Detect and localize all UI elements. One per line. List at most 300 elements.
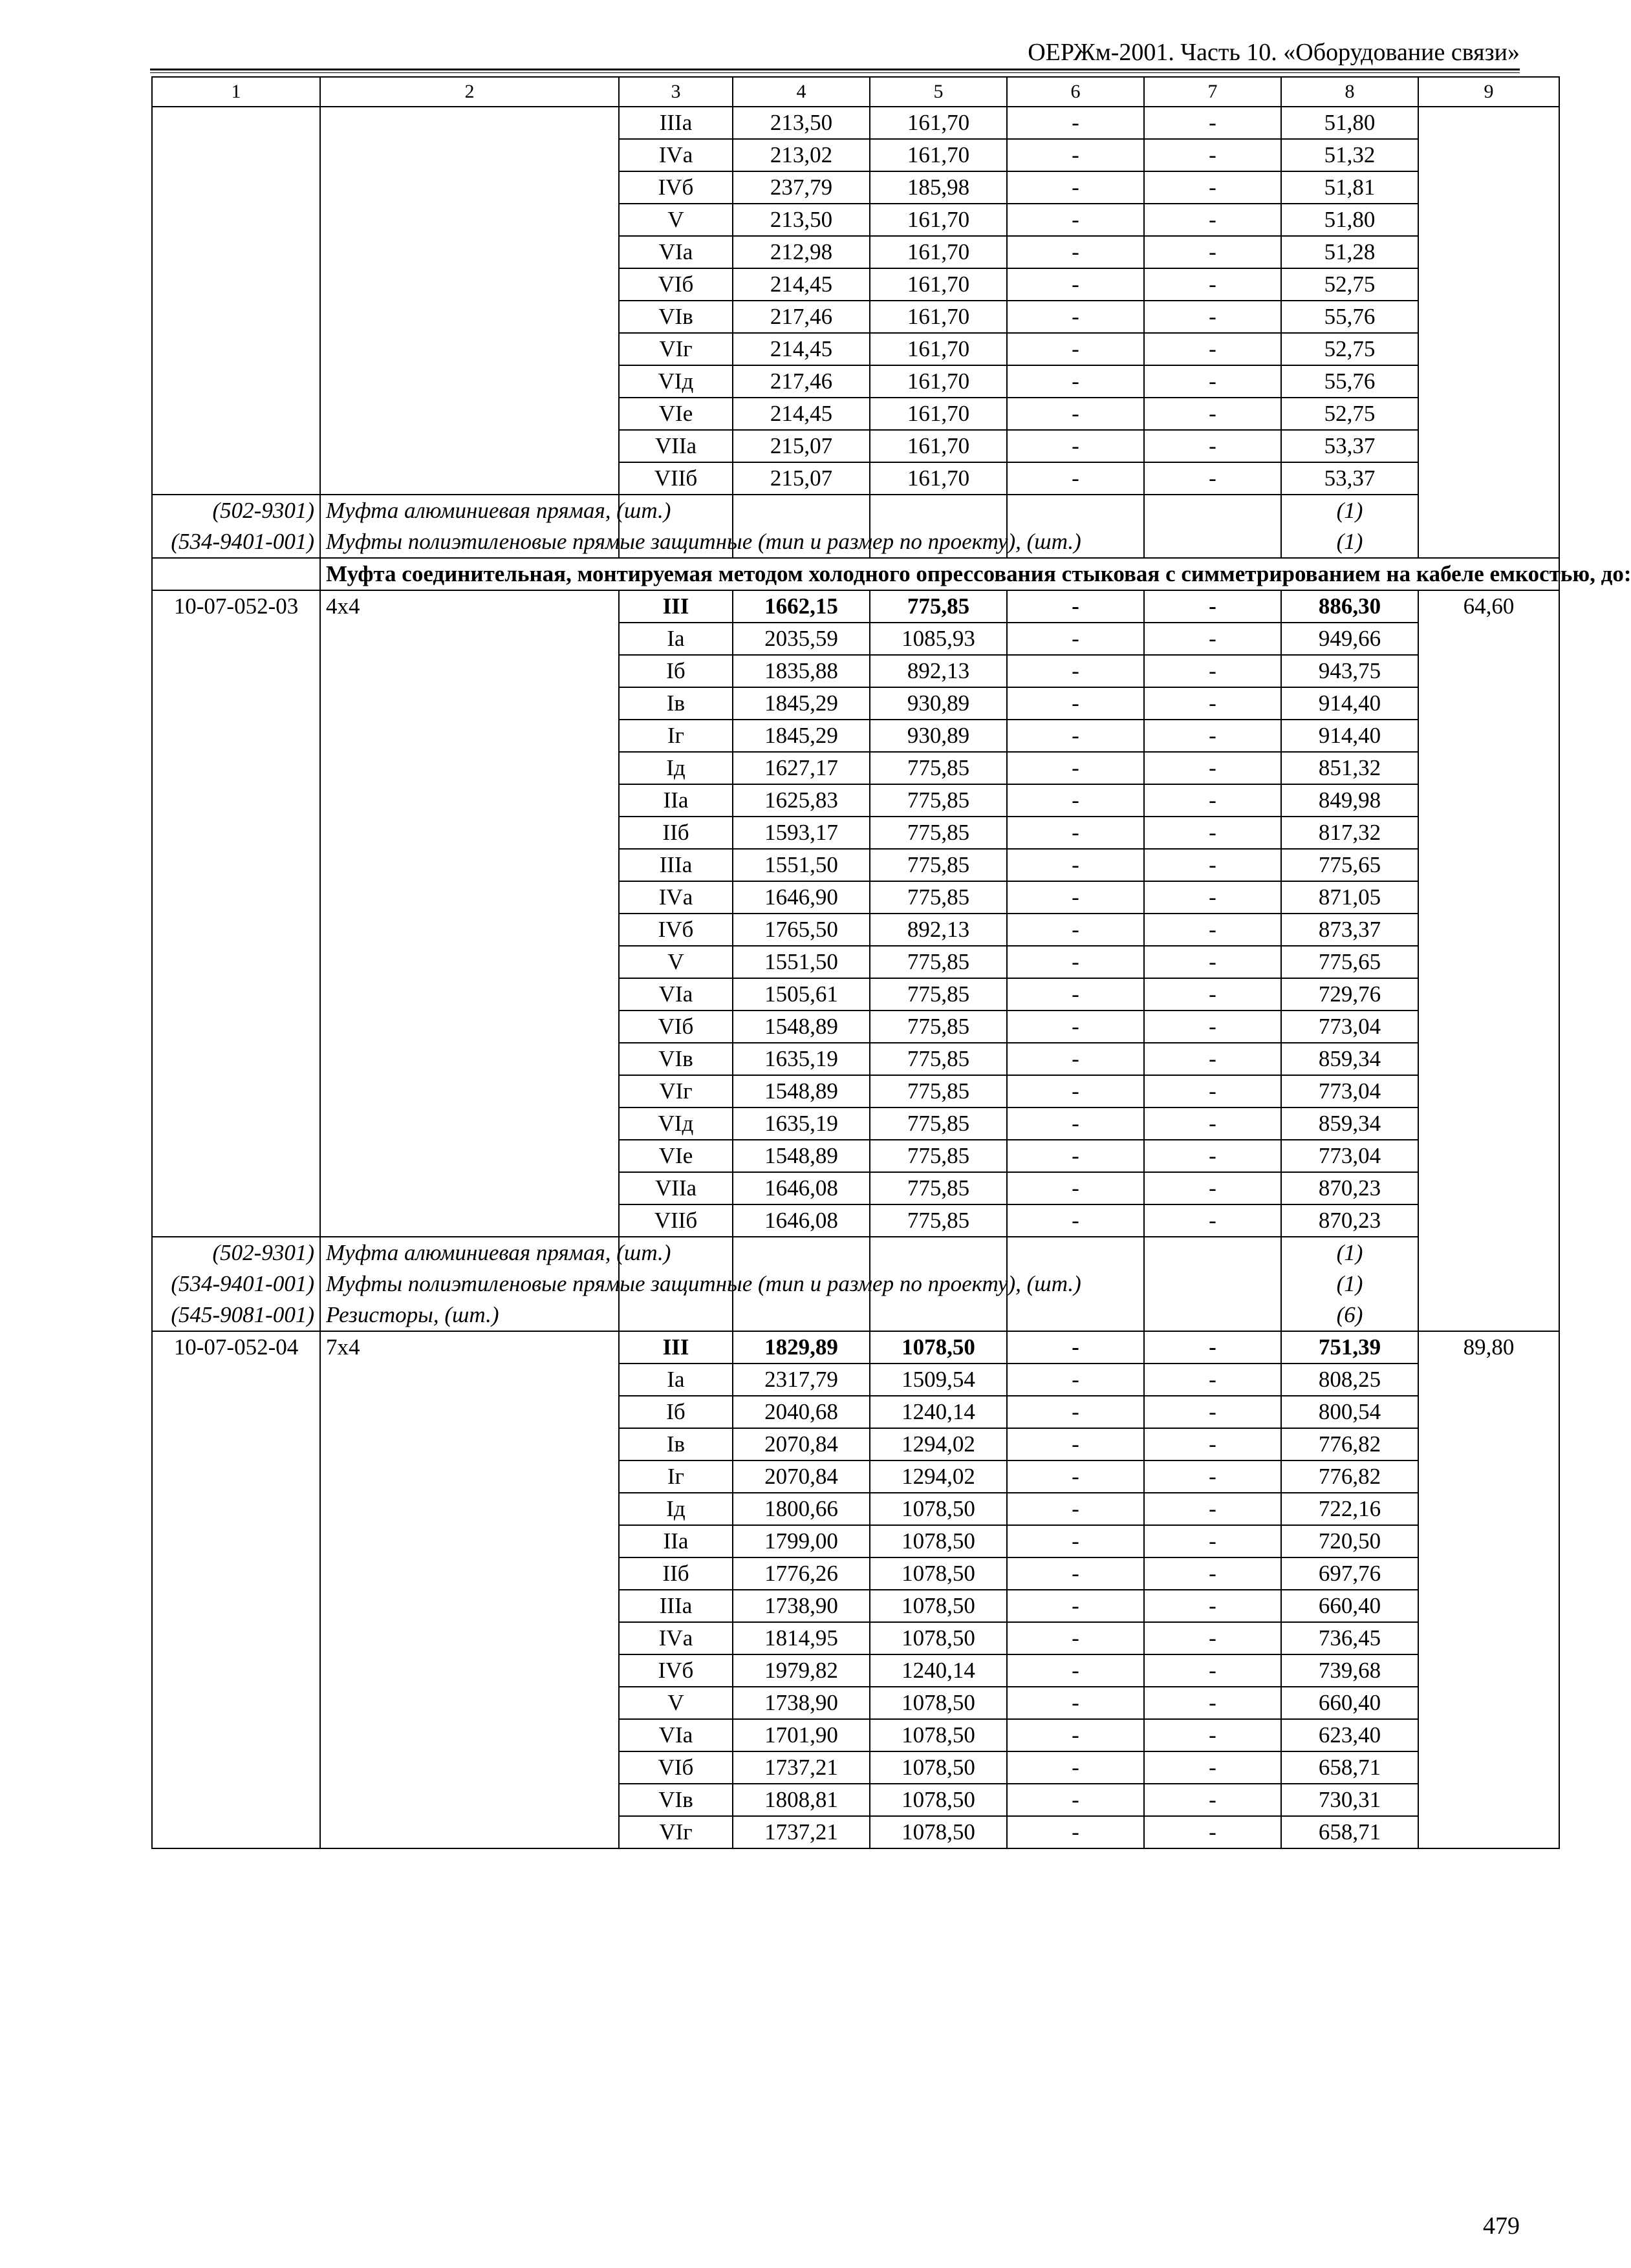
labor-cost-cell: 1078,50: [870, 1525, 1007, 1557]
total-cost-cell: 1814,95: [733, 1622, 870, 1654]
driver-wage-cell: -: [1144, 946, 1281, 978]
materials-cost-cell: 949,66: [1281, 623, 1418, 655]
driver-wage-cell: -: [1144, 1816, 1281, 1848]
materials-cost-cell: 870,23: [1281, 1204, 1418, 1237]
zone-cell: VIв: [619, 1043, 733, 1075]
zone-cell: VIг: [619, 1816, 733, 1848]
driver-wage-cell: -: [1144, 430, 1281, 462]
total-cost-cell: 1738,90: [733, 1590, 870, 1622]
zone-cell: IIб: [619, 817, 733, 849]
zone-cell: Iб: [619, 1396, 733, 1428]
total-cost-cell: 215,07: [733, 462, 870, 495]
column-number: 1: [152, 77, 320, 107]
total-cost-cell: 215,07: [733, 430, 870, 462]
machine-cost-cell: -: [1007, 236, 1144, 268]
empty-cell: [1144, 495, 1281, 526]
zone-cell: III: [619, 1331, 733, 1364]
total-cost-cell: 1551,50: [733, 849, 870, 881]
driver-wage-cell: -: [1144, 1204, 1281, 1237]
driver-wage-cell: -: [1144, 849, 1281, 881]
driver-wage-cell: -: [1144, 1364, 1281, 1396]
labor-cost-cell: 775,85: [870, 1140, 1007, 1172]
driver-wage-cell: -: [1144, 1172, 1281, 1204]
empty-cell: [1144, 1300, 1281, 1331]
zone-cell: VIа: [619, 978, 733, 1011]
total-cost-cell: 1646,90: [733, 881, 870, 914]
total-cost-cell: 1505,61: [733, 978, 870, 1011]
driver-wage-cell: -: [1144, 171, 1281, 204]
column-number: 2: [320, 77, 619, 107]
driver-wage-cell: -: [1144, 1075, 1281, 1107]
driver-wage-cell: -: [1144, 752, 1281, 784]
total-cost-cell: 1845,29: [733, 720, 870, 752]
total-cost-cell: 1845,29: [733, 687, 870, 720]
materials-cost-cell: 52,75: [1281, 398, 1418, 430]
driver-wage-cell: -: [1144, 1043, 1281, 1075]
machine-cost-cell: -: [1007, 623, 1144, 655]
labor-cost-cell: 775,85: [870, 1043, 1007, 1075]
zone-cell: Iд: [619, 1493, 733, 1525]
empty-cell: [1144, 526, 1281, 558]
machine-cost-cell: -: [1007, 1204, 1144, 1237]
total-cost-cell: 1662,15: [733, 590, 870, 623]
total-cost-cell: 1593,17: [733, 817, 870, 849]
resource-code: (502-9301): [152, 1237, 320, 1268]
total-cost-cell: 1738,90: [733, 1687, 870, 1719]
zone-cell: IVб: [619, 1654, 733, 1687]
empty-cell: [1418, 107, 1559, 558]
zone-cell: VIIа: [619, 1172, 733, 1204]
driver-wage-cell: -: [1144, 268, 1281, 301]
driver-wage-cell: -: [1144, 1460, 1281, 1493]
total-cost-cell: 1627,17: [733, 752, 870, 784]
total-cost-cell: 2317,79: [733, 1364, 870, 1396]
labor-cost-cell: 1240,14: [870, 1654, 1007, 1687]
column-number: 7: [1144, 77, 1281, 107]
machine-cost-cell: -: [1007, 881, 1144, 914]
zone-cell: Iд: [619, 752, 733, 784]
zone-cell: VIб: [619, 268, 733, 301]
resource-name: Муфта алюминиевая прямая, (шт.): [320, 495, 619, 526]
zone-cell: VIб: [619, 1011, 733, 1043]
machine-cost-cell: -: [1007, 1816, 1144, 1848]
machine-cost-cell: -: [1007, 107, 1144, 139]
total-cost-cell: 237,79: [733, 171, 870, 204]
labor-cost-cell: 775,85: [870, 1172, 1007, 1204]
labor-cost-cell: 930,89: [870, 720, 1007, 752]
driver-wage-cell: -: [1144, 1396, 1281, 1428]
driver-wage-cell: -: [1144, 978, 1281, 1011]
labor-cost-cell: 892,13: [870, 914, 1007, 946]
total-cost-cell: 1799,00: [733, 1525, 870, 1557]
machine-cost-cell: -: [1007, 462, 1144, 495]
zone-cell: IVб: [619, 171, 733, 204]
materials-cost-cell: 660,40: [1281, 1590, 1418, 1622]
machine-cost-cell: -: [1007, 204, 1144, 236]
machine-cost-cell: -: [1007, 1364, 1144, 1396]
machine-cost-cell: -: [1007, 1687, 1144, 1719]
driver-wage-cell: -: [1144, 333, 1281, 365]
materials-cost-cell: 52,75: [1281, 333, 1418, 365]
resource-name: Муфта алюминиевая прямая, (шт.): [320, 1237, 619, 1268]
empty-cell: [320, 107, 619, 495]
rate-code: 10-07-052-03: [152, 590, 320, 1237]
total-cost-cell: 214,45: [733, 398, 870, 430]
materials-cost-cell: 773,04: [1281, 1075, 1418, 1107]
empty-cell: [1007, 495, 1144, 526]
zone-cell: IIб: [619, 1557, 733, 1590]
materials-cost-cell: 886,30: [1281, 590, 1418, 623]
empty-cell: [1007, 1300, 1144, 1331]
labor-cost-cell: 775,85: [870, 881, 1007, 914]
driver-wage-cell: -: [1144, 817, 1281, 849]
zone-cell: Iв: [619, 1428, 733, 1460]
zone-cell: IVб: [619, 914, 733, 946]
total-cost-cell: 2070,84: [733, 1428, 870, 1460]
zone-cell: VIа: [619, 236, 733, 268]
column-number: 9: [1418, 77, 1559, 107]
zone-cell: Iа: [619, 1364, 733, 1396]
zone-cell: VIв: [619, 1784, 733, 1816]
total-cost-cell: 217,46: [733, 301, 870, 333]
materials-cost-cell: 873,37: [1281, 914, 1418, 946]
empty-cell: [870, 495, 1007, 526]
machine-cost-cell: -: [1007, 1493, 1144, 1525]
total-cost-cell: 1835,88: [733, 655, 870, 687]
zone-cell: IIIа: [619, 1590, 733, 1622]
total-cost-cell: 1737,21: [733, 1751, 870, 1784]
materials-cost-cell: 623,40: [1281, 1719, 1418, 1751]
zone-cell: VIIб: [619, 462, 733, 495]
section-title: Муфта соединительная, монтируемая методом холодного опрессования стыковая с симметрированием на кабеле емкостью, до:: [320, 558, 1559, 590]
materials-cost-cell: 51,81: [1281, 171, 1418, 204]
materials-cost-cell: 739,68: [1281, 1654, 1418, 1687]
materials-cost-cell: 808,25: [1281, 1364, 1418, 1396]
labor-cost-cell: 1078,50: [870, 1687, 1007, 1719]
total-cost-cell: 1548,89: [733, 1075, 870, 1107]
resource-row: [152, 495, 1559, 526]
materials-cost-cell: 773,04: [1281, 1140, 1418, 1172]
zone-cell: VIг: [619, 333, 733, 365]
machine-cost-cell: -: [1007, 398, 1144, 430]
driver-wage-cell: -: [1144, 590, 1281, 623]
work-name: 7x4: [320, 1331, 619, 1848]
zone-cell: VIг: [619, 1075, 733, 1107]
driver-wage-cell: -: [1144, 1719, 1281, 1751]
machine-cost-cell: -: [1007, 1396, 1144, 1428]
machine-cost-cell: -: [1007, 139, 1144, 171]
materials-cost-cell: 776,82: [1281, 1428, 1418, 1460]
machine-cost-cell: -: [1007, 333, 1144, 365]
total-cost-cell: 217,46: [733, 365, 870, 398]
column-number: 8: [1281, 77, 1418, 107]
zone-cell: V: [619, 204, 733, 236]
section-header-row: [152, 558, 1559, 590]
labor-hours-cell: 89,80: [1418, 1331, 1559, 1848]
materials-cost-cell: 736,45: [1281, 1622, 1418, 1654]
materials-cost-cell: 751,39: [1281, 1331, 1418, 1364]
labor-cost-cell: 1078,50: [870, 1331, 1007, 1364]
driver-wage-cell: -: [1144, 107, 1281, 139]
zone-cell: IVа: [619, 881, 733, 914]
driver-wage-cell: -: [1144, 365, 1281, 398]
materials-cost-cell: 660,40: [1281, 1687, 1418, 1719]
rate-code: 10-07-052-04: [152, 1331, 320, 1848]
machine-cost-cell: -: [1007, 1011, 1144, 1043]
empty-cell: [1144, 1268, 1281, 1300]
labor-cost-cell: 775,85: [870, 946, 1007, 978]
materials-cost-cell: 722,16: [1281, 1493, 1418, 1525]
materials-cost-cell: 52,75: [1281, 268, 1418, 301]
materials-cost-cell: 776,82: [1281, 1460, 1418, 1493]
labor-cost-cell: 1294,02: [870, 1428, 1007, 1460]
driver-wage-cell: -: [1144, 1784, 1281, 1816]
machine-cost-cell: -: [1007, 1140, 1144, 1172]
empty-cell: [152, 558, 320, 590]
machine-cost-cell: -: [1007, 1428, 1144, 1460]
driver-wage-cell: -: [1144, 687, 1281, 720]
column-number: 4: [733, 77, 870, 107]
total-cost-cell: 1701,90: [733, 1719, 870, 1751]
materials-cost-cell: 730,31: [1281, 1784, 1418, 1816]
machine-cost-cell: -: [1007, 946, 1144, 978]
zone-cell: Iб: [619, 655, 733, 687]
labor-cost-cell: 161,70: [870, 268, 1007, 301]
driver-wage-cell: -: [1144, 398, 1281, 430]
machine-cost-cell: -: [1007, 1172, 1144, 1204]
driver-wage-cell: -: [1144, 462, 1281, 495]
machine-cost-cell: -: [1007, 301, 1144, 333]
zone-cell: Iг: [619, 720, 733, 752]
materials-cost-cell: 658,71: [1281, 1751, 1418, 1784]
materials-cost-cell: 775,65: [1281, 849, 1418, 881]
column-number-row: [152, 77, 1559, 107]
labor-cost-cell: 775,85: [870, 784, 1007, 817]
total-cost-cell: 1776,26: [733, 1557, 870, 1590]
empty-cell: [870, 1237, 1007, 1268]
resource-code: (502-9301): [152, 495, 320, 526]
driver-wage-cell: -: [1144, 1687, 1281, 1719]
running-header: ОЕРЖм-2001. Часть 10. «Оборудование связи»: [1028, 39, 1520, 66]
labor-hours-cell: 64,60: [1418, 590, 1559, 1331]
driver-wage-cell: -: [1144, 720, 1281, 752]
total-cost-cell: 1635,19: [733, 1043, 870, 1075]
zone-cell: IVа: [619, 1622, 733, 1654]
resource-qty: (1): [1281, 526, 1418, 558]
price-row: [152, 107, 1559, 139]
labor-cost-cell: 1078,50: [870, 1719, 1007, 1751]
zone-cell: VIе: [619, 1140, 733, 1172]
column-number: 5: [870, 77, 1007, 107]
materials-cost-cell: 53,37: [1281, 462, 1418, 495]
labor-cost-cell: 775,85: [870, 590, 1007, 623]
total-cost-cell: 214,45: [733, 333, 870, 365]
driver-wage-cell: -: [1144, 1590, 1281, 1622]
zone-cell: VIв: [619, 301, 733, 333]
driver-wage-cell: -: [1144, 1525, 1281, 1557]
materials-cost-cell: 817,32: [1281, 817, 1418, 849]
materials-cost-cell: 51,28: [1281, 236, 1418, 268]
total-cost-cell: 213,50: [733, 204, 870, 236]
machine-cost-cell: -: [1007, 914, 1144, 946]
machine-cost-cell: -: [1007, 1525, 1144, 1557]
driver-wage-cell: -: [1144, 1331, 1281, 1364]
machine-cost-cell: -: [1007, 720, 1144, 752]
driver-wage-cell: -: [1144, 784, 1281, 817]
machine-cost-cell: -: [1007, 655, 1144, 687]
machine-cost-cell: -: [1007, 268, 1144, 301]
labor-cost-cell: 775,85: [870, 752, 1007, 784]
labor-cost-cell: 1294,02: [870, 1460, 1007, 1493]
total-cost-cell: 1808,81: [733, 1784, 870, 1816]
empty-cell: [733, 1237, 870, 1268]
labor-cost-cell: 161,70: [870, 333, 1007, 365]
machine-cost-cell: -: [1007, 687, 1144, 720]
resource-name: Муфты полиэтиленовые прямые защитные (тип и размер по проекту), (шт.): [320, 526, 619, 558]
empty-cell: [733, 495, 870, 526]
materials-cost-cell: 871,05: [1281, 881, 1418, 914]
labor-cost-cell: 161,70: [870, 430, 1007, 462]
resource-qty: (1): [1281, 1237, 1418, 1268]
zone-cell: IIIа: [619, 107, 733, 139]
total-cost-cell: 1979,82: [733, 1654, 870, 1687]
driver-wage-cell: -: [1144, 1557, 1281, 1590]
machine-cost-cell: -: [1007, 590, 1144, 623]
materials-cost-cell: 914,40: [1281, 687, 1418, 720]
driver-wage-cell: -: [1144, 236, 1281, 268]
driver-wage-cell: -: [1144, 1654, 1281, 1687]
resource-code: (534-9401-001): [152, 526, 320, 558]
empty-cell: [1144, 1237, 1281, 1268]
header-rule: [150, 69, 1520, 70]
machine-cost-cell: -: [1007, 784, 1144, 817]
labor-cost-cell: 1078,50: [870, 1622, 1007, 1654]
machine-cost-cell: -: [1007, 171, 1144, 204]
labor-cost-cell: 161,70: [870, 398, 1007, 430]
total-cost-cell: 2035,59: [733, 623, 870, 655]
labor-cost-cell: 775,85: [870, 1011, 1007, 1043]
total-cost-cell: 1551,50: [733, 946, 870, 978]
zone-cell: IIIа: [619, 849, 733, 881]
page-number: 479: [1483, 2212, 1520, 2240]
column-number: 6: [1007, 77, 1144, 107]
materials-cost-cell: 51,80: [1281, 107, 1418, 139]
labor-cost-cell: 1078,50: [870, 1751, 1007, 1784]
resource-row: [152, 1268, 1559, 1300]
driver-wage-cell: -: [1144, 1011, 1281, 1043]
labor-cost-cell: 775,85: [870, 978, 1007, 1011]
zone-cell: VIIа: [619, 430, 733, 462]
machine-cost-cell: -: [1007, 1557, 1144, 1590]
total-cost-cell: 1646,08: [733, 1172, 870, 1204]
zone-cell: IIа: [619, 784, 733, 817]
zone-cell: VIд: [619, 1107, 733, 1140]
driver-wage-cell: -: [1144, 623, 1281, 655]
total-cost-cell: 1829,89: [733, 1331, 870, 1364]
labor-cost-cell: 1078,50: [870, 1784, 1007, 1816]
machine-cost-cell: -: [1007, 849, 1144, 881]
machine-cost-cell: -: [1007, 1331, 1144, 1364]
work-name: 4x4: [320, 590, 619, 1237]
labor-cost-cell: 775,85: [870, 849, 1007, 881]
resource-row: [152, 526, 1559, 558]
machine-cost-cell: -: [1007, 1784, 1144, 1816]
total-cost-cell: 1625,83: [733, 784, 870, 817]
total-cost-cell: 1765,50: [733, 914, 870, 946]
total-cost-cell: 213,02: [733, 139, 870, 171]
materials-cost-cell: 697,76: [1281, 1557, 1418, 1590]
materials-cost-cell: 914,40: [1281, 720, 1418, 752]
driver-wage-cell: -: [1144, 881, 1281, 914]
price-row: [152, 1331, 1559, 1364]
zone-cell: V: [619, 1687, 733, 1719]
labor-cost-cell: 161,70: [870, 204, 1007, 236]
labor-cost-cell: 161,70: [870, 107, 1007, 139]
price-row: [152, 590, 1559, 623]
zone-cell: IIа: [619, 1525, 733, 1557]
labor-cost-cell: 161,70: [870, 139, 1007, 171]
machine-cost-cell: -: [1007, 430, 1144, 462]
machine-cost-cell: -: [1007, 1043, 1144, 1075]
machine-cost-cell: -: [1007, 1719, 1144, 1751]
zone-cell: VIе: [619, 398, 733, 430]
driver-wage-cell: -: [1144, 914, 1281, 946]
empty-cell: [733, 1300, 870, 1331]
zone-cell: VIа: [619, 1719, 733, 1751]
price-table: [151, 76, 1631, 1849]
labor-cost-cell: 1078,50: [870, 1557, 1007, 1590]
resource-qty: (1): [1281, 495, 1418, 526]
driver-wage-cell: -: [1144, 1428, 1281, 1460]
labor-cost-cell: 1078,50: [870, 1816, 1007, 1848]
resource-row: [152, 1300, 1559, 1331]
labor-cost-cell: 1509,54: [870, 1364, 1007, 1396]
zone-cell: III: [619, 590, 733, 623]
driver-wage-cell: -: [1144, 1751, 1281, 1784]
labor-cost-cell: 1240,14: [870, 1396, 1007, 1428]
total-cost-cell: 1646,08: [733, 1204, 870, 1237]
labor-cost-cell: 892,13: [870, 655, 1007, 687]
materials-cost-cell: 729,76: [1281, 978, 1418, 1011]
machine-cost-cell: -: [1007, 1460, 1144, 1493]
labor-cost-cell: 1078,50: [870, 1590, 1007, 1622]
header-rule-thin: [150, 72, 1520, 73]
resource-name: Муфты полиэтиленовые прямые защитные (тип и размер по проекту), (шт.): [320, 1268, 619, 1300]
materials-cost-cell: 55,76: [1281, 365, 1418, 398]
total-cost-cell: 1635,19: [733, 1107, 870, 1140]
zone-cell: VIIб: [619, 1204, 733, 1237]
resource-row: [152, 1237, 1559, 1268]
materials-cost-cell: 53,37: [1281, 430, 1418, 462]
total-cost-cell: 1548,89: [733, 1011, 870, 1043]
driver-wage-cell: -: [1144, 1493, 1281, 1525]
machine-cost-cell: -: [1007, 1107, 1144, 1140]
materials-cost-cell: 51,80: [1281, 204, 1418, 236]
labor-cost-cell: 161,70: [870, 365, 1007, 398]
zone-cell: Iг: [619, 1460, 733, 1493]
total-cost-cell: 2040,68: [733, 1396, 870, 1428]
resource-name: Резисторы, (шт.): [320, 1300, 619, 1331]
labor-cost-cell: 161,70: [870, 462, 1007, 495]
materials-cost-cell: 720,50: [1281, 1525, 1418, 1557]
empty-cell: [619, 1300, 733, 1331]
resource-code: (534-9401-001): [152, 1268, 320, 1300]
total-cost-cell: 213,50: [733, 107, 870, 139]
materials-cost-cell: 800,54: [1281, 1396, 1418, 1428]
labor-cost-cell: 930,89: [870, 687, 1007, 720]
column-number: 3: [619, 77, 733, 107]
driver-wage-cell: -: [1144, 204, 1281, 236]
